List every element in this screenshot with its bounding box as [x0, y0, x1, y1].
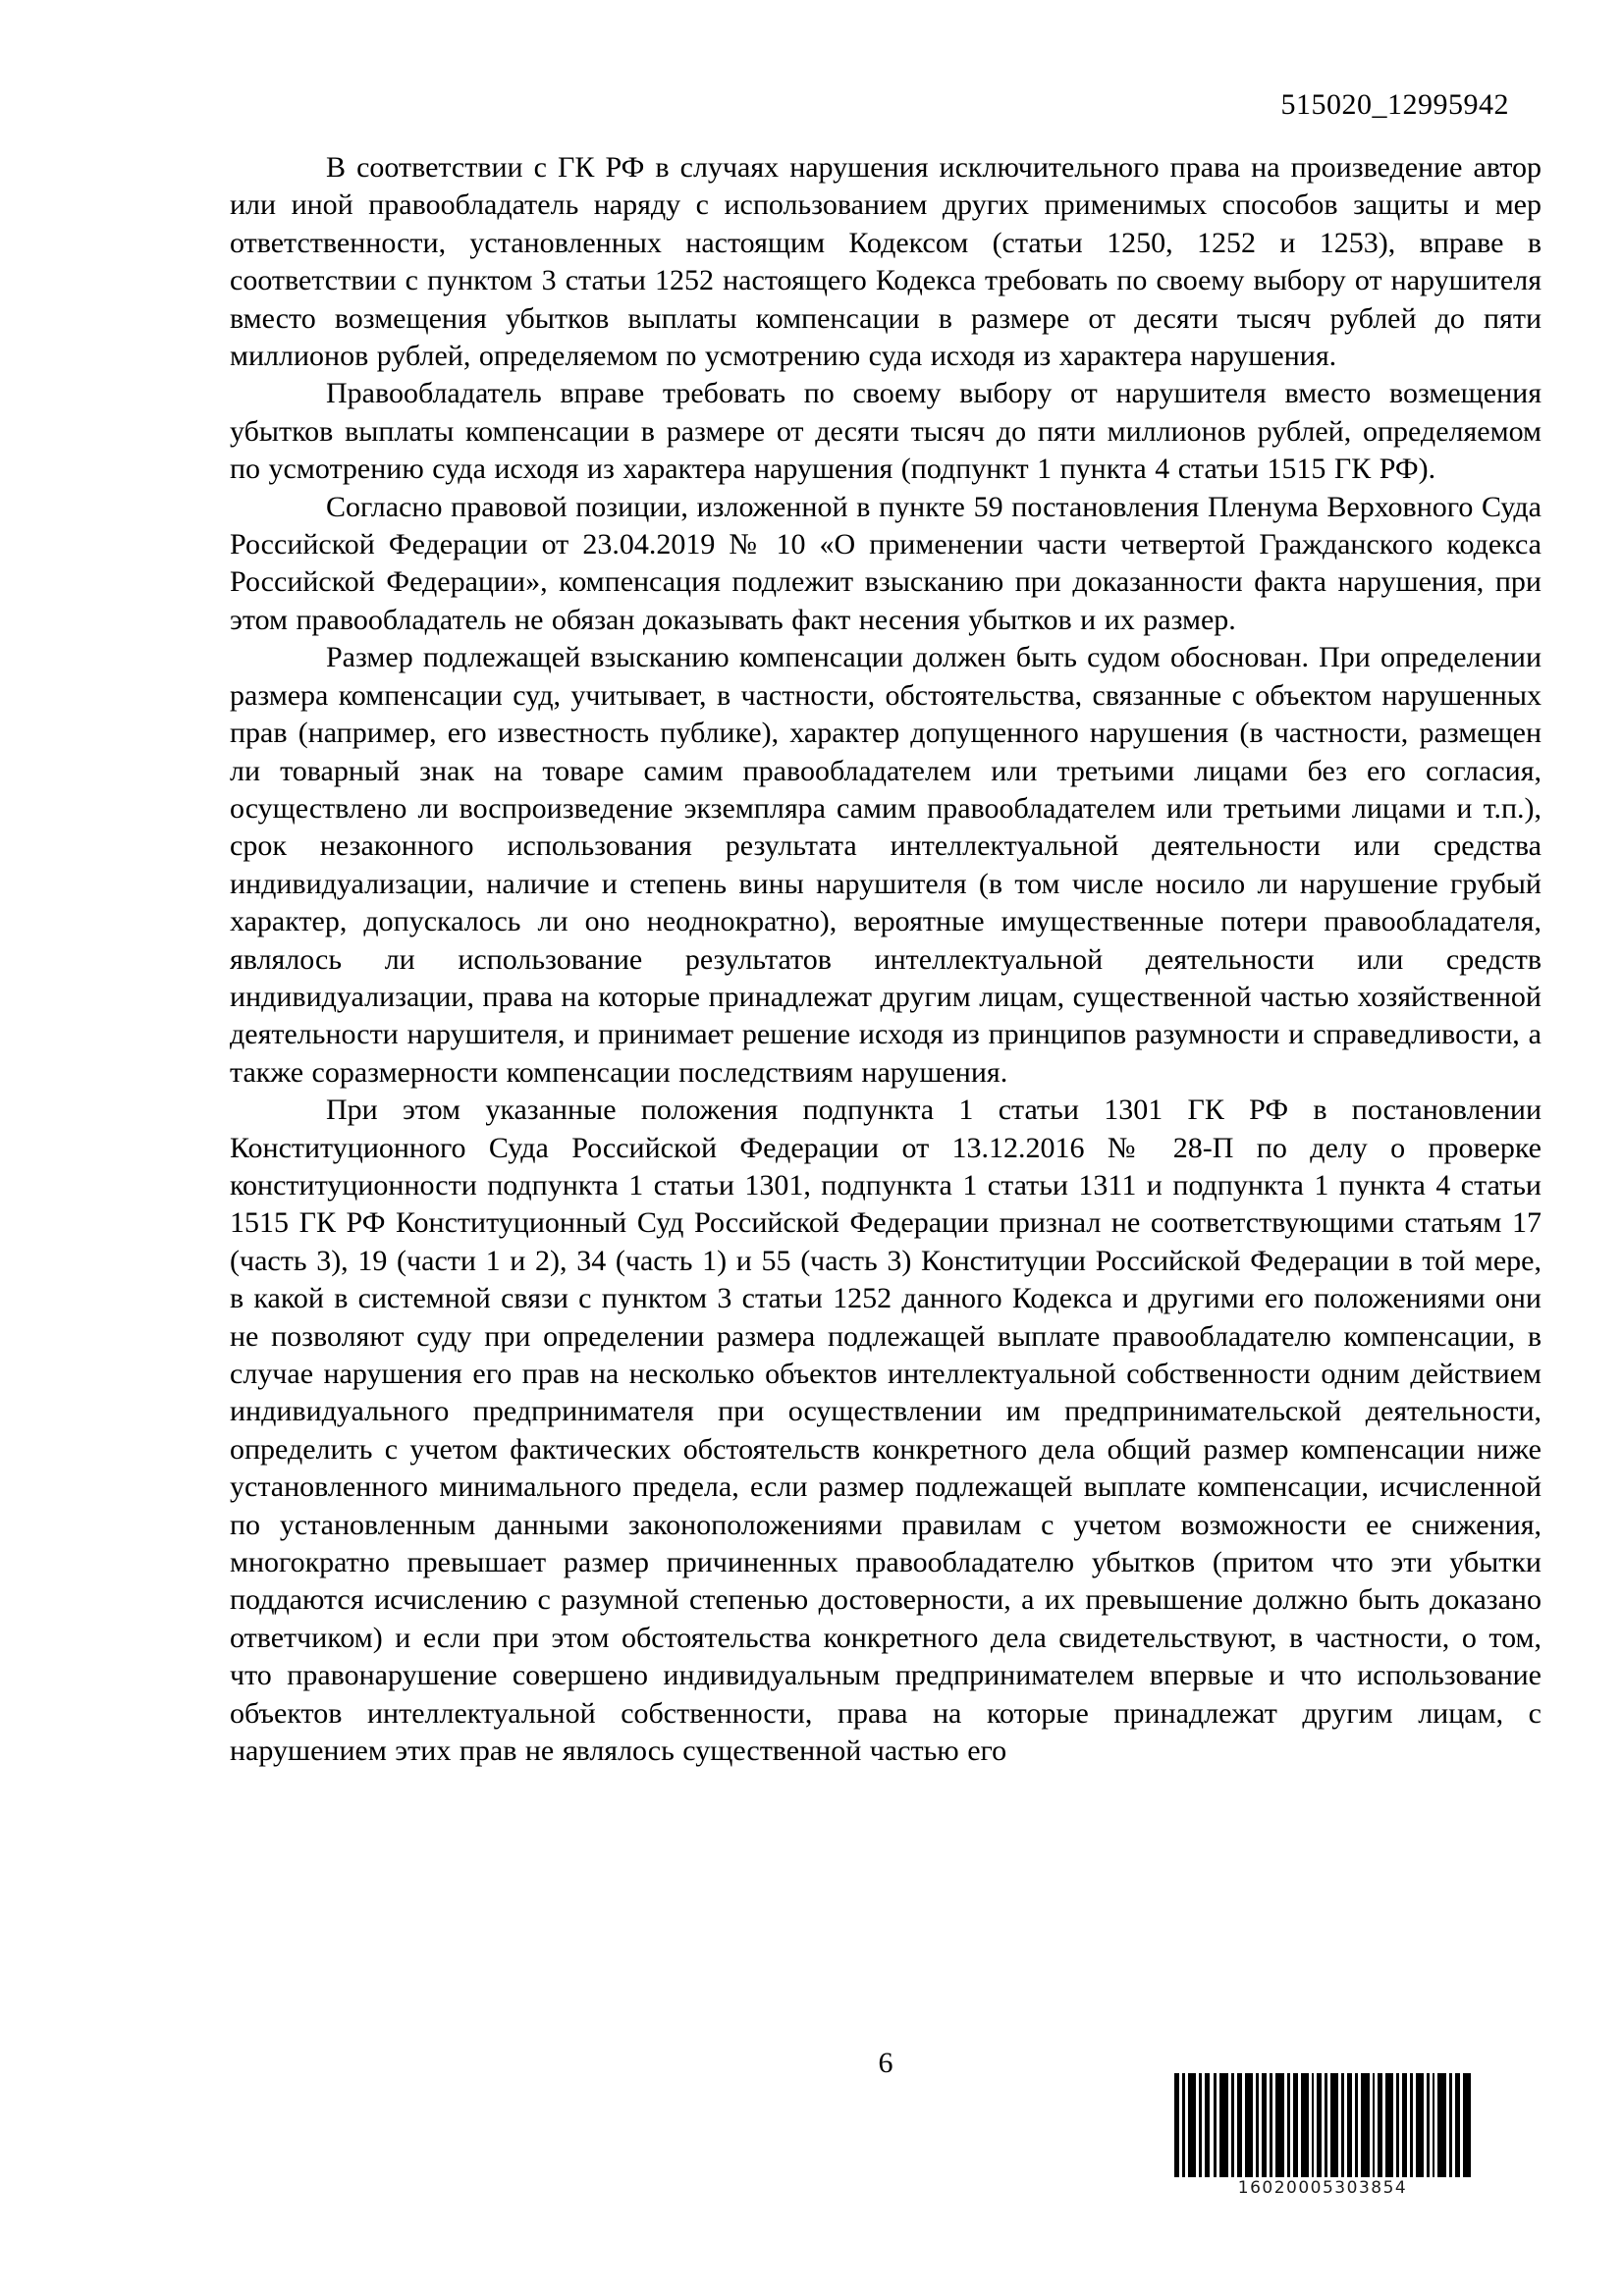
barcode-number: 16020005303854	[1237, 2178, 1408, 2198]
document-body	[230, 149, 1542, 1770]
paragraph-rightholder-claim: Правообладатель вправе требовать по своему выбору от нарушителя вместо возмещения убытков выплаты компенсации в размере от десяти тысяч до пяти миллионов рублей, определяемом по усмотрению суда исходя из характера нарушения (подпункт 1 пункта 4 статьи 1515 ГК РФ).	[230, 377, 1542, 486]
document-id: 515020_12995942	[1280, 88, 1509, 121]
paragraph-gk-rf-compensation: В соответствии с ГК РФ в случаях нарушения исключительного права на произведение автор или иной правообладатель наряду с использованием других применимых способов защиты и мер ответственности, установленных настоящим Кодексом (статьи 1250, 1252 и 1253), вправе в соответствии с пунктом 3 статьи 1252 настоящего Кодекса требовать по своему выбору от нарушителя вместо возмещения убытков выплаты компенсации в размере от десяти тысяч рублей до пяти миллионов рублей, определяемом по усмотрению суда исходя из характера нарушения.	[230, 151, 1542, 373]
paragraph-compensation-size: Размер подлежащей взысканию компенсации должен быть судом обоснован. При определении размера компенсации суд, учитывает, в частности, обстоятельства, связанные с объектом нарушенных прав (например, его известность публике), характер допущенного нарушения (в частности, размещен ли товарный знак на товаре самим правообладателем или третьими лицами без его согласия, осуществлено ли воспроизведение экземпляра самим правообладателем или третьими лицами и т.п.), срок незаконного использования результата интеллектуальной деятельности или средства индивидуализации, наличие и степень вины нарушителя (в том числе носило ли нарушение грубый характер, допускалось ли оно неоднократно), вероятные имущественные потери правообладателя, являлось ли использование результатов интеллектуальной деятельности или средств индивидуализации, права на которые принадлежат другим лицам, существенной частью хозяйственной деятельности нарушителя, и принимает решение исходя из принципов разумности и справедливости, а также соразмерности компенсации последствиям нарушения.	[230, 641, 1542, 1089]
barcode-icon	[1174, 2073, 1471, 2177]
paragraph-constitutional-court: При этом указанные положения подпункта 1 статьи 1301 ГК РФ в постановлении Конституционного Суда Российской Федерации от 13.12.2016 № 28-П по делу о проверке конституционности подпункта 1 статьи 1301, подпункта 1 статьи 1311 и подпункта 1 пункта 4 статьи 1515 ГК РФ Конституционный Суд Российской Федерации признал не соответствующими статьям 17 (часть 3), 19 (части 1 и 2), 34 (часть 1) и 55 (часть 3) Конституции Российской Федерации в той мере, в какой в системной связи с пунктом 3 статьи 1252 данного Кодекса и другими его положениями они не позволяют суду при определении размера подлежащей выплате правообладателю компенсации, в случае нарушения его прав на несколько объектов интеллектуальной собственности одним действием индивидуального предпринимателя при осуществлении им предпринимательской деятельности, определить с учетом фактических обстоятельств конкретного дела общий размер компенсации ниже установленного минимального предела, если размер подлежащей выплате компенсации, исчисленной по установленным данными законоположениями правилам с учетом возможности ее снижения, многократно превышает размер причиненных правообладателю убытков (притом что эти убытки поддаются исчислению с разумной степенью достоверности, а их превышение должно быть доказано ответчиком) и если при этом обстоятельства конкретного дела свидетельствуют, в частности, о том, что правонарушение совершено индивидуальным предпринимателем впервые и что использование объектов интеллектуальной собственности, права на которые принадлежат другим лицам, с нарушением этих прав не являлось существенной частью его	[230, 1094, 1542, 1768]
barcode	[1174, 2073, 1471, 2198]
page-number: 6	[878, 2047, 893, 2079]
paragraph-plenum-position: Согласно правовой позиции, изложенной в пункте 59 постановления Пленума Верховного Суда Российской Федерации от 23.04.2019 № 10 «О применении части четвертой Гражданского кодекса Российской Федерации», компенсация подлежит взысканию при доказанности факта нарушения, при этом правообладатель не обязан доказывать факт несения убытков и их размер.	[230, 490, 1542, 636]
